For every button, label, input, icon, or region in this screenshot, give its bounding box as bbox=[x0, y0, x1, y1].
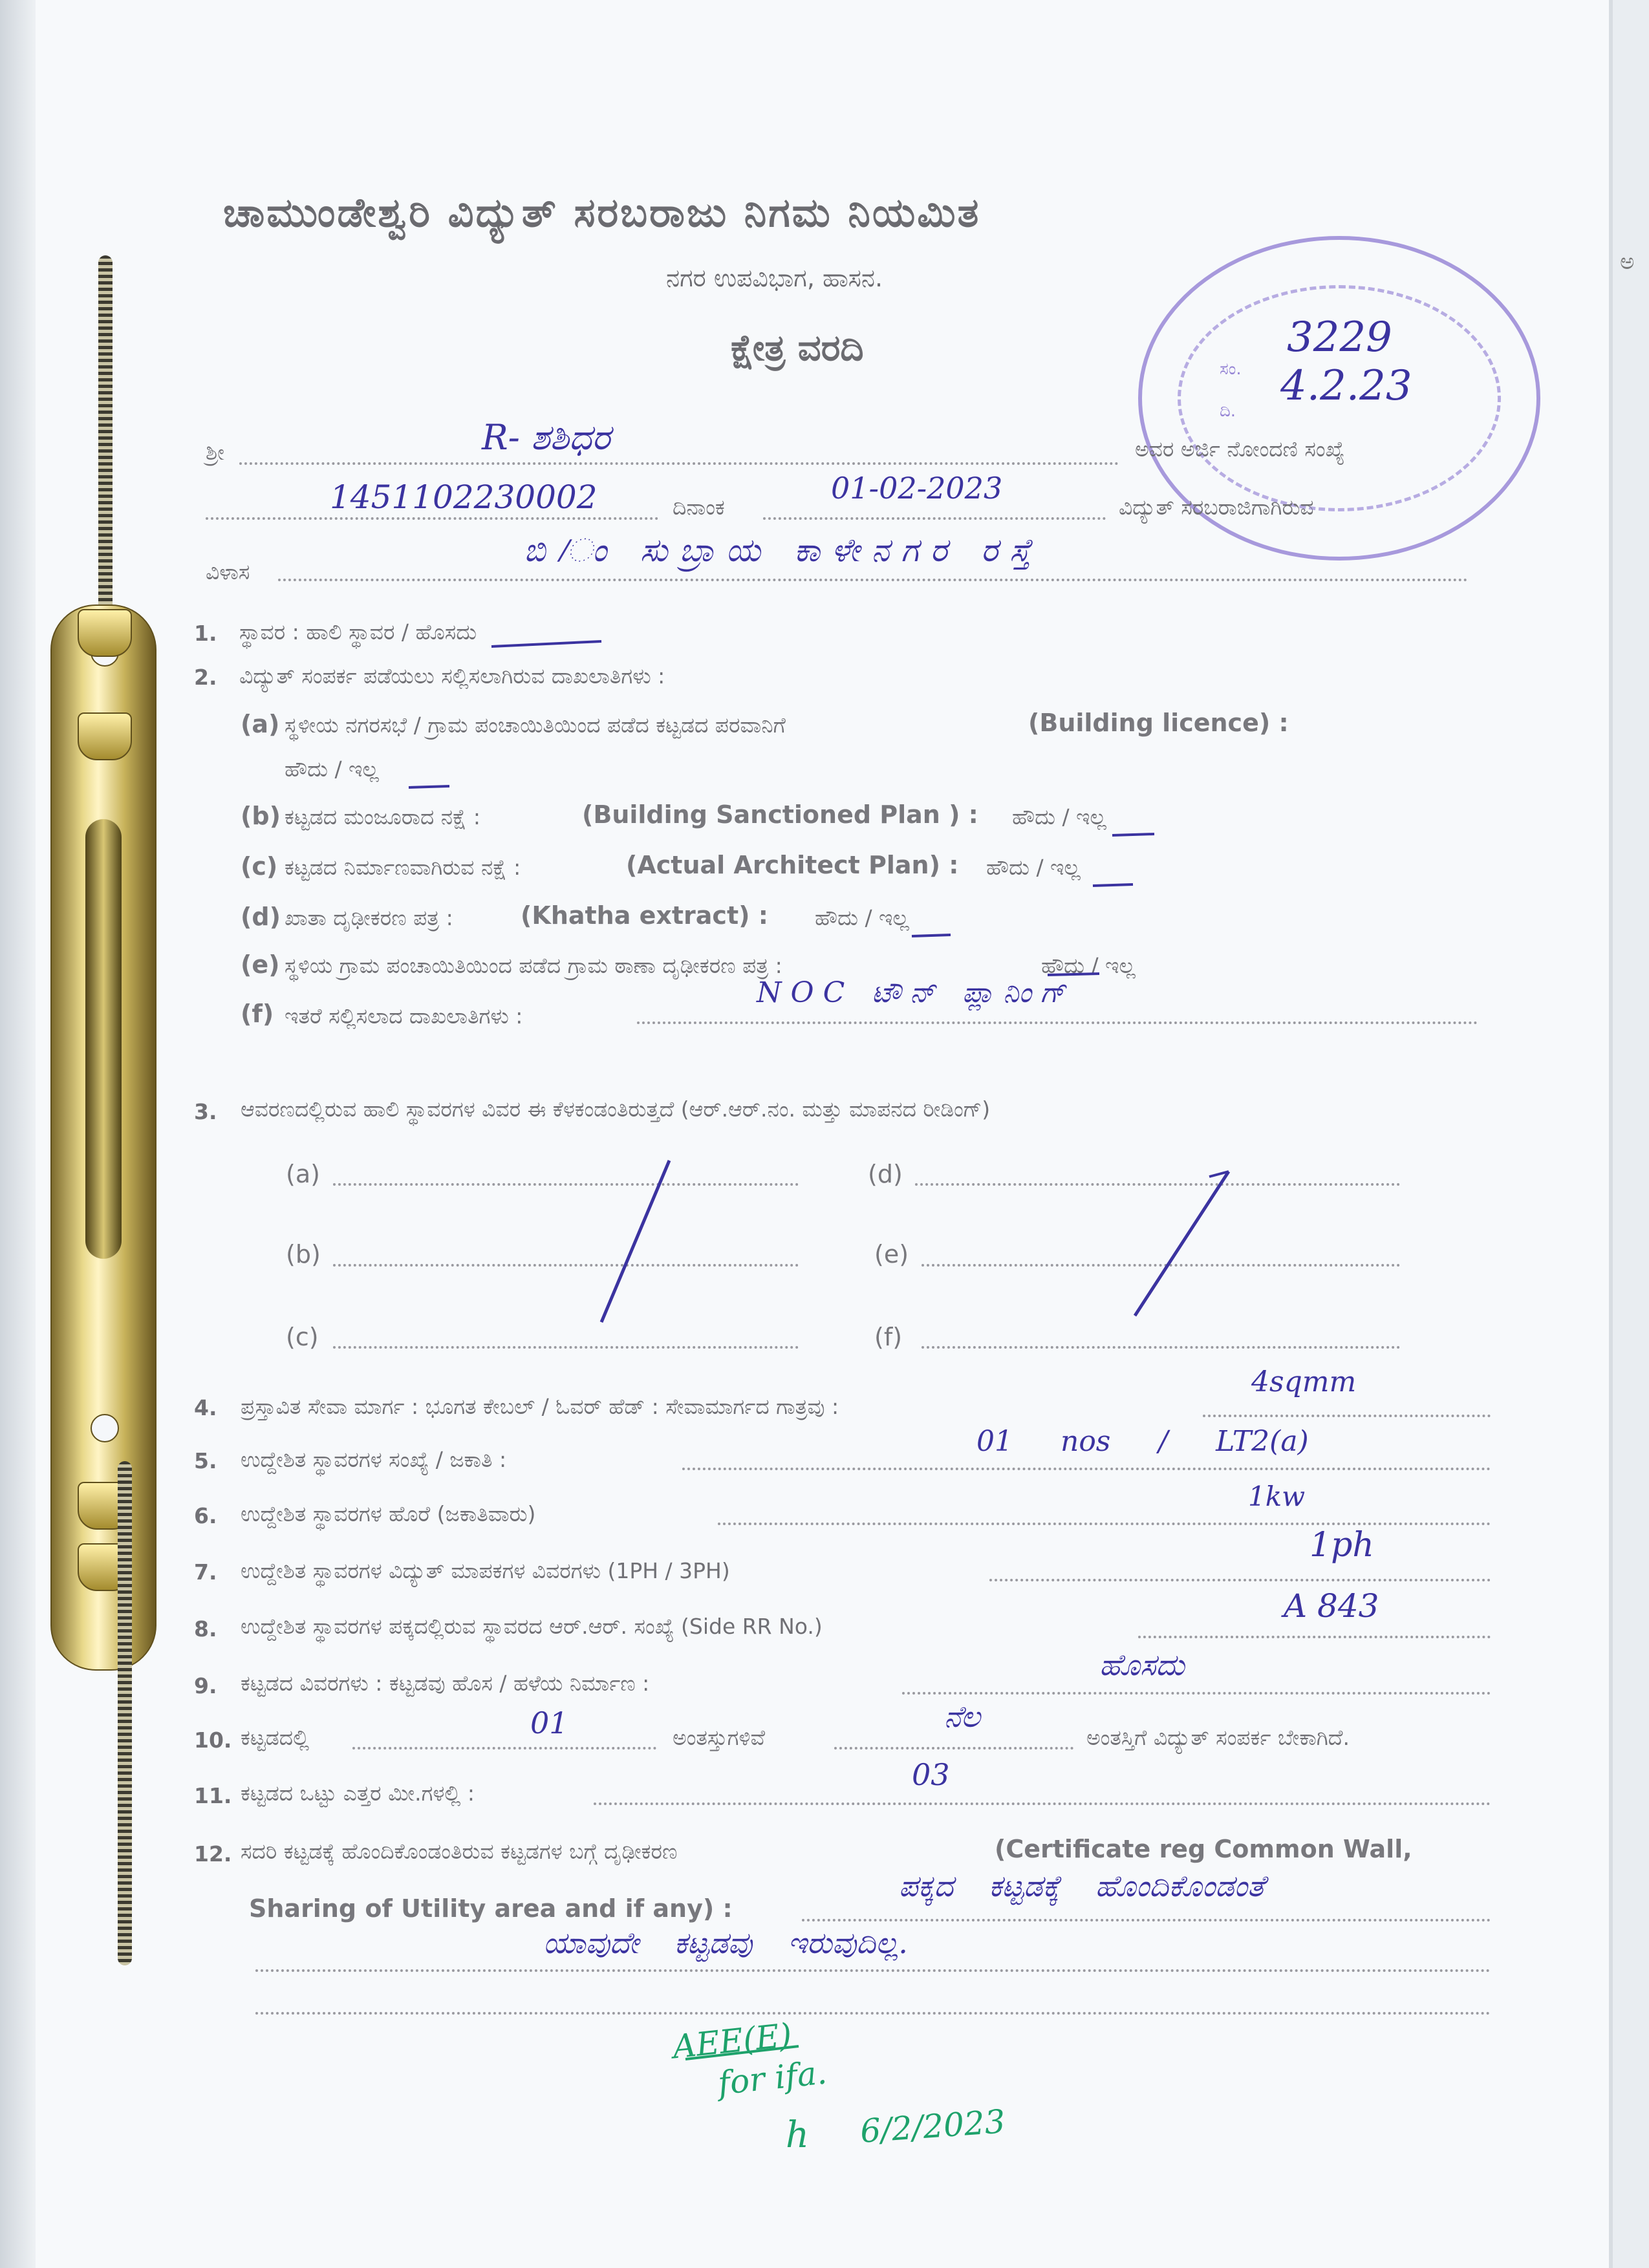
item-12-value-1: ಪಕ್ಕದ ಕಟ್ಟಡಕ್ಕೆ ಹೊಂದಿಕೊಂಡಂತೆ bbox=[899, 1868, 1265, 1903]
binder-tab-2 bbox=[78, 712, 132, 760]
item-2f-text: ಇತರೆ ಸಲ್ಲಿಸಲಾದ ದಾಖಲಾತಿಗಳು : bbox=[285, 1003, 523, 1029]
date-value: 01-02-2023 bbox=[831, 471, 1003, 506]
item-6-number: 6. bbox=[194, 1503, 217, 1528]
item-3-slot-b: (b) bbox=[286, 1240, 321, 1268]
sri-label: ಶ್ರೀ bbox=[206, 440, 225, 465]
item-2e-text: ಸ್ಥಳಿಯ ಗ್ರಾಮ ಪಂಚಾಯಿತಿಯಿಂದ ಪಡೆದ ಗ್ರಾಮ ಠಾಣಾ ದೃಢೀಕರಣ ಪತ್ರ : bbox=[285, 953, 782, 978]
item-6-text: ಉದ್ದೇಶಿತ ಸ್ಥಾವರಗಳ ಹೊರೆ (ಜಕಾತಿವಾರು) bbox=[241, 1501, 536, 1526]
item-11-value: 03 bbox=[912, 1757, 950, 1792]
item-2-number: 2. bbox=[194, 665, 217, 690]
green-note-signature: h bbox=[786, 2114, 810, 2156]
item-2f-key: (f) bbox=[241, 1000, 274, 1028]
item-3-number: 3. bbox=[194, 1099, 217, 1124]
2c-no-underline bbox=[1093, 884, 1133, 886]
org-name: ಚಾಮುಂಡೇಶ್ವರಿ ವಿದ್ಯುತ್ ಸರಬರಾಜು ನಿಗಮ ನಿಯಮಿತ bbox=[223, 189, 981, 236]
item-9-value: ಹೊಸದು bbox=[1099, 1647, 1185, 1682]
binder-slot bbox=[85, 819, 122, 1259]
item-10-text-2: ಅಂತಸ್ತುಗಳಿವೆ bbox=[673, 1725, 766, 1750]
item-2d-english: (Khatha extract) : bbox=[521, 901, 768, 930]
stamp-number-prefix: ಸಂ. bbox=[1220, 359, 1242, 379]
margin-character: ಅ bbox=[1620, 249, 1635, 275]
item-2a-options: ಹೌದು / ಇಲ್ಲ bbox=[285, 756, 379, 782]
item-12-english-2: Sharing of Utility area and if any) : bbox=[249, 1894, 733, 1923]
item-3-slot-c: (c) bbox=[286, 1323, 319, 1351]
2d-no-underline bbox=[912, 935, 951, 936]
item-8-value: A 843 bbox=[1284, 1587, 1379, 1625]
item-2d-key: (d) bbox=[241, 903, 281, 931]
item-2f-value: NOC ಟೌನ್ ಪ್ಲಾನಿಂಗ್ bbox=[757, 976, 1075, 1009]
item-2a-key: (a) bbox=[241, 710, 280, 738]
item-1-text: ಸ್ಥಾವರ : ಹಾಲಿ ಸ್ಥಾವರ / ಹೊಸದು bbox=[239, 619, 477, 645]
app-number: 1451102230002 bbox=[330, 478, 598, 516]
item-10-text-1: ಕಟ್ಟಡದಲ್ಲಿ bbox=[241, 1725, 310, 1750]
stamp-date-prefix: ದಿ. bbox=[1220, 401, 1236, 421]
item-7-number: 7. bbox=[194, 1559, 217, 1585]
item-7-value: 1ph bbox=[1310, 1526, 1374, 1565]
item-8-text: ಉದ್ದೇಶಿತ ಸ್ಥಾವರಗಳ ಪಕ್ಕದಲ್ಲಿರುವ ಸ್ಥಾವರದ ಆರ್.ಆರ್. ಸಂಖ್ಯೆ (Side RR No.) bbox=[241, 1614, 823, 1639]
item-2c-key: (c) bbox=[241, 852, 278, 881]
date-label: ದಿನಾಂಕ bbox=[673, 495, 725, 520]
stamp-number: 3229 bbox=[1287, 314, 1392, 361]
binder-clip bbox=[50, 604, 156, 1671]
item-2d-text: ಖಾತಾ ದೃಢೀಕರಣ ಪತ್ರ : bbox=[285, 905, 453, 930]
item-4-value: 4sqmm bbox=[1251, 1365, 1357, 1398]
item-2e-key: (e) bbox=[241, 950, 280, 979]
item-5-number: 5. bbox=[194, 1448, 217, 1473]
item-6-value: 1kw bbox=[1248, 1481, 1306, 1512]
item-2b-options: ಹೌದು / ಇಲ್ಲ bbox=[1012, 804, 1106, 829]
item-2c-english: (Actual Architect Plan) : bbox=[626, 851, 959, 879]
item-12-number: 12. bbox=[194, 1841, 232, 1867]
item-12-english-1: (Certificate reg Common Wall, bbox=[995, 1835, 1412, 1863]
item-2b-english: (Building Sanctioned Plan ) : bbox=[582, 800, 978, 829]
item-3-strike-2 bbox=[1135, 1171, 1229, 1316]
app-reg-label: ಅವರ ಅರ್ಜಿ ನೋಂದಣಿ ಸಂಖ್ಯೆ bbox=[1135, 436, 1345, 462]
item-3-slot-a: (a) bbox=[286, 1160, 320, 1188]
item-4-number: 4. bbox=[194, 1395, 217, 1420]
item-2a-english: (Building licence) : bbox=[1028, 709, 1289, 737]
2e-yes-underline bbox=[1048, 974, 1099, 975]
subdivision: ನಗರ ಉಪವಿಭಾಗ, ಹಾಸನ. bbox=[666, 264, 883, 292]
address-label: ವಿಳಾಸ bbox=[206, 559, 250, 584]
item-1-number: 1. bbox=[194, 621, 217, 646]
item-3-slot-f: (f) bbox=[874, 1323, 903, 1351]
item-10-floors: 01 bbox=[530, 1706, 568, 1740]
item-2e-options: ಹೌದು / ಇಲ್ಲ bbox=[1041, 953, 1136, 978]
item-2d-options: ಹೌದು / ಇಲ್ಲ bbox=[815, 905, 909, 930]
2b-no-underline bbox=[1112, 834, 1154, 835]
item-2c-options: ಹೌದು / ಇಲ್ಲ bbox=[986, 855, 1081, 880]
green-note-line-2: for ifa. bbox=[716, 2053, 829, 2102]
binder-hole-bottom bbox=[91, 1414, 119, 1442]
green-note-date: 6/2/2023 bbox=[859, 2102, 1007, 2150]
item-9-number: 9. bbox=[194, 1673, 217, 1698]
item-11-number: 11. bbox=[194, 1783, 232, 1808]
item-2b-text: ಕಟ್ಟಡದ ಮಂಜೂರಾದ ನಕ್ಷೆ : bbox=[285, 804, 480, 829]
item-4-text: ಪ್ರಸ್ತಾವಿತ ಸೇವಾ ಮಾರ್ಗ : ಭೂಗತ ಕೇಬಲ್ / ಓವರ್ ಹೆಡ್ : ಸೇವಾಮಾರ್ಗದ ಗಾತ್ರವು : bbox=[241, 1394, 839, 1419]
item-10-level: ನೆಲ bbox=[944, 1699, 980, 1734]
item-8-number: 8. bbox=[194, 1616, 217, 1642]
new-underline bbox=[491, 641, 601, 647]
green-note-line-1: AEE(E) bbox=[671, 2016, 794, 2066]
item-5-text: ಉದ್ದೇಶಿತ ಸ್ಥಾವರಗಳ ಸಂಖ್ಯೆ / ಜಕಾತಿ : bbox=[241, 1447, 507, 1472]
item-2b-key: (b) bbox=[241, 802, 281, 830]
item-10-number: 10. bbox=[194, 1728, 232, 1753]
address-value: ಬಿ/ಂ ಸುಬ್ರಾಯ ಕಾಳೇನಗರ ರಸ್ತೆ bbox=[524, 531, 1043, 569]
supply-label: ವಿದ್ಯುತ್ ಸರಬರಾಜಿಗಾಗಿರುವ bbox=[1119, 495, 1314, 520]
item-9-text: ಕಟ್ಟಡದ ವಿವರಗಳು : ಕಟ್ಟಡವು ಹೊಸ / ಹಳೆಯ ನಿರ್ಮಾಣ : bbox=[241, 1671, 650, 1696]
green-note-underline bbox=[685, 2046, 799, 2059]
item-3-slot-d: (d) bbox=[868, 1160, 903, 1188]
item-5-value: 01 nos / LT2(a) bbox=[976, 1425, 1309, 1458]
item-3-strike-1 bbox=[601, 1161, 669, 1322]
item-3-text: ಆವರಣದಲ್ಲಿರುವ ಹಾಲಿ ಸ್ಥಾವರಗಳ ವಿವರ ಈ ಕೆಳಕಂಡಂತಿರುತ್ತದೆ (ಆರ್.ಆರ್.ನಂ. ಮತ್ತು ಮಾಪನದ ರೀಡಿಂಗ್) bbox=[241, 1097, 991, 1122]
stamp-date: 4.2.23 bbox=[1280, 362, 1412, 410]
item-2a-text: ಸ್ಥಳೀಯ ನಗರಸಭೆ / ಗ್ರಾಮ ಪಂಚಾಯಿತಿಯಿಂದ ಪಡೆದ ಕಟ್ಟಡದ ಪರವಾನಿಗೆ bbox=[285, 712, 786, 738]
form-title: ಕ್ಷೇತ್ರ ವರದಿ bbox=[731, 326, 864, 369]
item-11-text: ಕಟ್ಟಡದ ಒಟ್ಟು ಎತ್ತರ ಮೀ.ಗಳಲ್ಲಿ : bbox=[241, 1781, 475, 1806]
binder-spring-bottom bbox=[118, 1461, 132, 1965]
sri-value: R- ಶಶಿಧರ bbox=[482, 417, 610, 458]
2a-no-underline bbox=[409, 786, 449, 787]
item-12-value-2: ಯಾವುದೇ ಕಟ್ಟಡವು ಇರುವುದಿಲ್ಲ. bbox=[543, 1925, 908, 1960]
item-2c-text: ಕಟ್ಟಡದ ನಿರ್ಮಾಣವಾಗಿರುವ ನಕ್ಷೆ : bbox=[285, 855, 521, 880]
item-7-text: ಉದ್ದೇಶಿತ ಸ್ಥಾವರಗಳ ವಿದ್ಯುತ್ ಮಾಪಕಗಳ ವಿವರಗಳು (1PH / 3PH) bbox=[241, 1558, 730, 1583]
item-12-text: ಸದರಿ ಕಟ್ಟಡಕ್ಕೆ ಹೊಂದಿಕೊಂಡಂತಿರುವ ಕಟ್ಟಡಗಳ ಬಗ್ಗೆ ದೃಢೀಕರಣ bbox=[241, 1839, 678, 1864]
item-10-text-3: ಅಂತಸ್ತಿಗೆ ವಿದ್ಯುತ್ ಸಂಪರ್ಕ ಬೇಕಾಗಿದೆ. bbox=[1086, 1725, 1350, 1750]
binder-tab-1 bbox=[78, 609, 132, 657]
item-2-text: ವಿದ್ಯುತ್ ಸಂಪರ್ಕ ಪಡೆಯಲು ಸಲ್ಲಿಸಲಾಗಿರುವ ದಾಖಲಾತಿಗಳು : bbox=[239, 663, 665, 689]
item-3-slot-e: (e) bbox=[874, 1240, 909, 1268]
